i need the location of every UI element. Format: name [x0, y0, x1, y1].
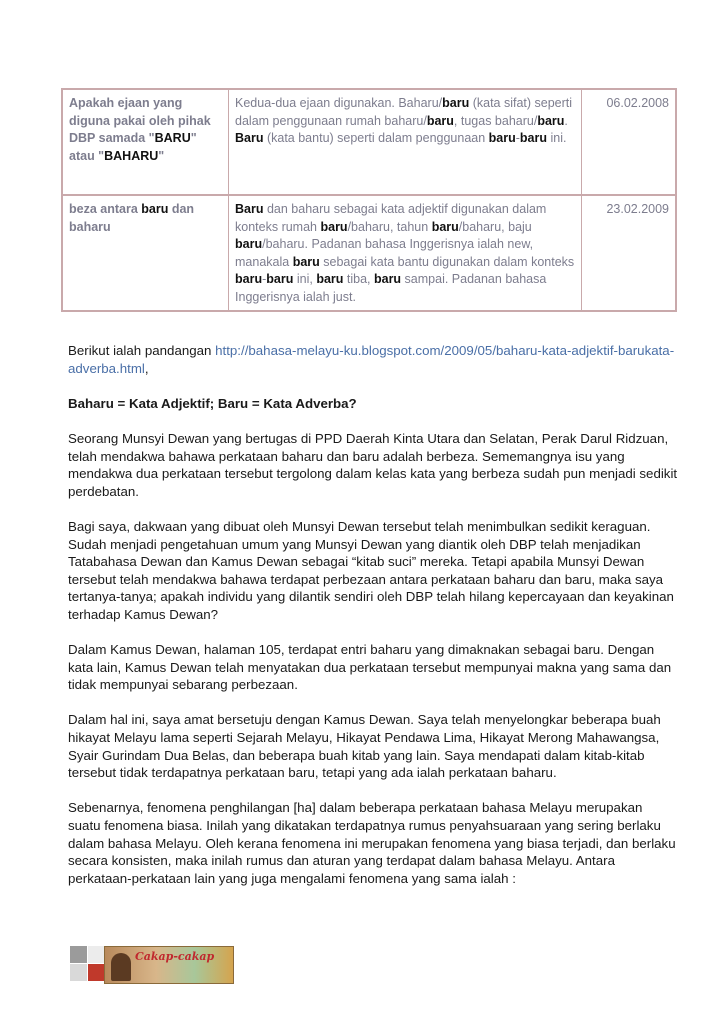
text-run: dan baharu: [69, 202, 195, 234]
paragraph: Bagi saya, dakwaan yang dibuat oleh Munsyi Dewan tersebut telah menimbulkan sedikit keraguan. Sudah menjadi pengetahuan umum yang Munsyi Dewan yang diantik oleh DBP telah menjadikan Tatabahasa Dewan dan Kamus Dewan sebagai “kitab suci” mereka. Tetapi apabila Munsyi Dewan tersebut telah mendakwa bahawa terdapat perbezaan antara perkataan baharu dan baru, maka saya tertanya-tanya; apakah individu yang dilantik sendiri oleh DBP telah hilang kepercayaan dan keyakinan terhadap Kamus Dewan?: [68, 518, 674, 622]
bold-term: baru: [442, 96, 470, 110]
intro-prefix: Berikut ialah pandangan: [68, 343, 216, 358]
text-run: " atau ": [69, 131, 197, 163]
text-run: beza antara: [69, 202, 142, 216]
table-row: [62, 89, 676, 195]
source-link[interactable]: http://bahasa-melayu-ku.blogspot.com/2009/05/baharu-kata-adjektif-barukata-adverba.html: [68, 343, 675, 376]
bold-term: baru: [235, 272, 263, 287]
text-run: tiba,: [343, 272, 374, 287]
bold-term: baru: [266, 272, 294, 287]
paragraph: Dalam hal ini, saya amat bersetuju dengan Kamus Dewan. Saya telah menyelongkar beberapa buah hikayat Melayu lama seperti Sejarah Melayu, Hikayat Pendawa Lima, Hikayat Merong Mahawangsa, Syair Gurindam Dua Belas, dan beberapa buah kitab yang lain. Saya mendapati dalam kitab-kitab tersebut tidak terdapatnya perkataan baru, tetapi yang ada ialah perkataan baharu.: [68, 712, 661, 781]
question-cell: [62, 89, 229, 195]
bold-term: baru: [488, 131, 516, 146]
text-run: (kata sifat) seperti dalam penggunaan rumah baharu/: [235, 96, 573, 128]
question-cell: [62, 195, 229, 311]
text-run: -: [515, 131, 520, 146]
bold-term: Baru: [235, 131, 264, 146]
paragraph: Seorang Munsyi Dewan yang bertugas di PPD Daerah Kinta Utara dan Selatan, Perak Darul Ridzuan, telah mendakwa bahawa perkataan baharu dan baru adalah berbeza. Sememangnya isu yang mendakwa dua perkataan tersebut tergolong dalam kelas kata yang berbeza sudah pun menjadi sedikit perdebatan.: [68, 430, 678, 499]
paragraph: Sebenarnya, fenomena penghilangan [ha] dalam beberapa perkataan bahasa Melayu merupakan suatu fenomena biasa. Inilah yang dikatakan terdapatnya rumus penyahsuaraan yang sering berlaku dalam bahasa Melayu. Oleh kerana fenomena ini merupakan fenomena yang biasa terjadi, dan berlaku secara konsisten, maka inilah rumus dan aturan yang terdapat dalam bahasa Melayu. Antara perkataan-perkataan lain yang juga mengalami fenomena yang sama ialah :: [68, 800, 676, 886]
bold-term: baru: [537, 113, 565, 128]
text-run: sampai. Padanan bahasa Inggerisnya ialah just.: [235, 272, 547, 304]
section-heading: Baharu = Kata Adjektif; Baru = Kata Adverba?: [68, 395, 357, 411]
paragraph: Dalam Kamus Dewan, halaman 105, terdapat entri baharu yang dimaknakan sebagai baru. Dengan kata lain, Kamus Dewan telah menyatakan dua perkataan tersebut mempunyai makna yang sama dan tidak mempunyai sebarang perbezaan.: [68, 642, 672, 693]
blog-banner-logo: [104, 946, 234, 984]
text-run: ini,: [293, 272, 317, 287]
text-run: , tugas baharu/: [453, 113, 538, 128]
footer-decoration: [70, 946, 106, 982]
intro-suffix: ,: [144, 360, 149, 376]
text-run: /baharu, baju: [458, 219, 532, 234]
text-run: /baharu. Padanan bahasa Inggerisnya ialah new, manakala: [235, 237, 534, 269]
intro-paragraph: [68, 342, 678, 377]
answer-cell: [229, 195, 582, 311]
decor-square: [70, 964, 87, 981]
qa-table: [61, 88, 677, 312]
text-run: .: [564, 113, 568, 128]
answer-cell: [229, 89, 582, 195]
decor-square: [70, 946, 87, 963]
text-run: Kedua-dua ejaan digunakan. Baharu/: [235, 96, 443, 110]
bold-term: baru: [519, 131, 548, 146]
logo-text: Cakap-cakap: [135, 950, 215, 963]
bold-term: baru: [373, 272, 402, 287]
date-cell: 23.02.2009: [606, 202, 669, 216]
text-run: Apakah ejaan yang diguna pakai oleh pihak DBP samada ": [69, 96, 211, 146]
text-run: sebagai kata bantu digunakan dalam konteks: [319, 254, 575, 269]
date-cell: 06.02.2008: [581, 89, 676, 195]
bold-term: BARU: [154, 131, 191, 146]
portrait-figure: [111, 953, 131, 981]
bold-term: baru: [141, 202, 169, 216]
decor-square: [88, 946, 105, 963]
article-body: [68, 342, 678, 905]
table-row: [62, 195, 676, 311]
text-run: ": [158, 148, 165, 163]
text-run: /baharu, tahun: [347, 219, 432, 234]
text-run: (kata bantu) seperti dalam penggunaan: [263, 131, 489, 146]
bold-term: baru: [316, 272, 344, 287]
bold-term: Baru: [235, 202, 264, 216]
bold-term: baru: [431, 219, 459, 234]
text-run: ini.: [547, 131, 567, 146]
bold-term: baru: [426, 113, 454, 128]
bold-term: baru: [292, 254, 320, 269]
bold-term: BAHARU: [104, 148, 159, 163]
bold-term: baru: [320, 219, 348, 234]
text-run: dan baharu sebagai kata adjektif digunakan dalam konteks rumah: [235, 202, 547, 234]
text-run: -: [262, 272, 267, 287]
decor-square: [88, 964, 105, 981]
bold-term: baru: [235, 237, 263, 252]
